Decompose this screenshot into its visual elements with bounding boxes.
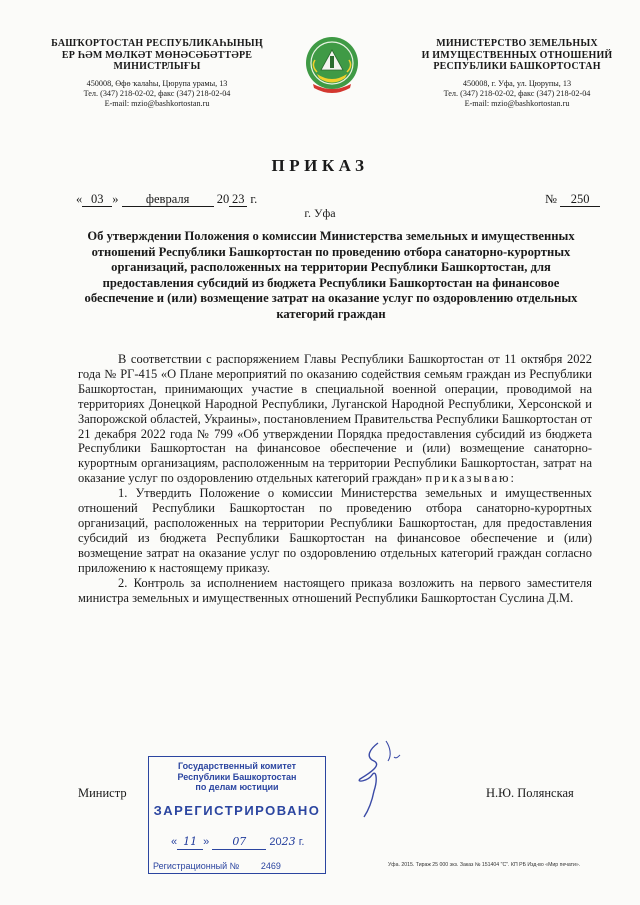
- ministry-name-russian-line: РЕСПУБЛИКИ БАШКОРТОСТАН: [433, 61, 601, 72]
- number-value: 250: [560, 192, 600, 207]
- stamp-number-label: Регистрационный №: [153, 861, 240, 871]
- stamp-date-month: 07: [212, 835, 266, 850]
- order-word: приказываю:: [425, 471, 516, 486]
- date-year-prefix: 20: [216, 192, 230, 206]
- document-title: ПРИКАЗ: [271, 156, 369, 175]
- document-date: [76, 192, 257, 207]
- stamp-org-line: Республики Башкортостан: [177, 771, 297, 782]
- stamp-date-year: 23: [281, 835, 296, 848]
- signer-position: Министр: [78, 786, 127, 800]
- stamp-date-quote-open: «: [171, 836, 178, 848]
- stamp-org-line: Государственный комитет: [177, 761, 297, 771]
- bashkortostan-emblem-icon: [303, 32, 361, 98]
- email-line: E-mail: mzio@bashkortostan.ru: [104, 99, 210, 108]
- registration-stamp: [148, 756, 326, 874]
- stamp-registered-label: ЗАРЕГИСТРИРОВАНО: [153, 803, 321, 818]
- ministry-name-russian-line: И ИМУЩЕСТВЕННЫХ ОТНОШЕНИЙ: [421, 49, 613, 61]
- number-label: №: [545, 192, 557, 206]
- header-left-block: [32, 38, 282, 109]
- date-suffix: г.: [250, 192, 258, 206]
- stamp-date-year-mark: г.: [298, 836, 305, 848]
- signer-name: Н.Ю. Полянская: [486, 786, 574, 800]
- date-year: 23: [229, 192, 247, 207]
- item-2-paragraph: 2. Контроль за исполнением настоящего приказа возложить на первого заместителя министра земельных и имущественных отношений Республики Башкортостан Суслина Д.М.: [78, 575, 592, 605]
- stamp-registration-number: [153, 859, 300, 874]
- stamp-organization: [149, 761, 325, 793]
- document-subject: Об утверждении Положения о комиссии Министерства земельных и имущественных отношений Республики Башкортостан по проведению отбора санаторно-курортных организаций, расположенных на территории Республики Башкортостан, для предоставления субсидий из бюджета Республики Башкортостан на финансовое обеспечение и (или) возмещение затрат на оказание услуг по оздоровлению отдельных категорий граждан: [84, 229, 578, 321]
- date-day: 03: [82, 192, 112, 207]
- stamp-number-value: 2469: [242, 859, 300, 874]
- document-body: [78, 352, 592, 605]
- preamble-paragraph: [78, 352, 592, 486]
- email-line: E-mail: mzio@bashkortostan.ru: [464, 99, 570, 108]
- ministry-address-bashkir: [32, 79, 282, 110]
- stamp-date-quote-close: »: [203, 836, 210, 848]
- printer-info: Уфа. 2015. Тираж 25 000 экз. Заказ № 151404 "С". КП РБ Изд-во «Мир печати».: [388, 862, 581, 868]
- address-line: 450008, Өфө ҡалаһы, Цюрупа урамы, 13: [86, 78, 228, 88]
- ministry-name-bashkir: [32, 38, 282, 73]
- header-right-block: [392, 38, 640, 109]
- date-month: февраля: [122, 192, 214, 207]
- ministry-name-russian-line: МИНИСТЕРСТВО ЗЕМЕЛЬНЫХ: [436, 38, 598, 49]
- stamp-org-line: по делам юстиции: [195, 782, 279, 792]
- ministry-name-russian: [392, 38, 640, 73]
- stamp-date-day: 11: [177, 835, 203, 850]
- document-number: [545, 192, 600, 207]
- ministry-name-bashkir-line: ЕР ҺӘМ МӨЛКӘТ МӨНӘСӘБӘТТӘРЕ: [61, 49, 253, 61]
- ministry-address-russian: [392, 79, 640, 110]
- phone-line: Тел. (347) 218-02-02, факс (347) 218-02-04: [83, 88, 231, 98]
- item-1-paragraph: 1. Утвердить Положение о комиссии Министерства земельных и имущественных отношений Республики Башкортостан по проведению отбора санаторно-курортных организаций, расположенных на территории Республики Башкортостан, для предоставления субсидий из бюджета Республики Башкортостан на финансовое обеспечение и (или) возмещение затрат на оказание услуг по оздоровлению отдельных категорий граждан согласно приложению к настоящему приказу.: [78, 486, 592, 575]
- stamp-date-year-prefix: 20: [269, 836, 282, 848]
- document-city: г. Уфа: [304, 206, 336, 220]
- date-quote-open: «: [76, 192, 83, 206]
- stamp-date: [171, 835, 304, 850]
- handwritten-signature: [330, 735, 430, 820]
- address-line: 450008, г. Уфа, ул. Цюрупы, 13: [462, 78, 572, 88]
- ministry-name-bashkir-line: МИНИСТРЛЫҒЫ: [113, 61, 201, 72]
- date-quote-close: »: [112, 192, 119, 206]
- phone-line: Тел. (347) 218-02-02, факс (347) 218-02-04: [443, 88, 591, 98]
- preamble-text: В соответствии с распоряжением Главы Республики Башкортостан от 11 октября 2022 года № РГ-415 «О Плане мероприятий по оказанию содействия семьям граждан из Республики Башкортостан, принимающих участие в специальной военной операции, проводимой на территориях Донецкой Народной Республики, Луганской Народной Республики, Херсонской и Запорожской областей, Украины», постановлением Правительства Республики Башкортостан от 21 декабря 2022 года № 799 «Об утверждении Порядка предоставления субсидий из бюджета Республики Башкортостан на финансовое обеспечение и (или) возмещение санаторно-курортным организациям, расположенным на территории Республики Башкортостан, затрат на оказание услуг по оздоровлению отдельных категорий граждан»: [78, 352, 592, 486]
- ministry-name-bashkir-line: БАШҠОРТОСТАН РЕСПУБЛИКАҺЫНЫҢ: [51, 38, 263, 49]
